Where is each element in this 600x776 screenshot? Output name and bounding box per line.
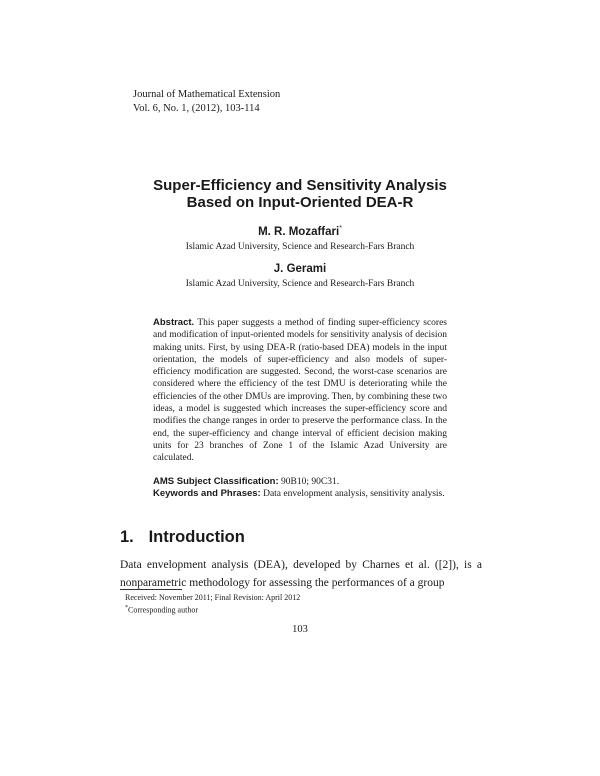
abstract-label: Abstract. xyxy=(153,317,195,328)
section-title: Introduction xyxy=(148,528,245,546)
section-heading xyxy=(120,527,245,547)
page-number: 103 xyxy=(292,624,308,635)
journal-volume: Vol. 6, No. 1, (2012), 103-114 xyxy=(133,103,260,114)
journal-name: Journal of Mathematical Extension xyxy=(133,89,281,100)
author-name-text: M. R. Mozaffari xyxy=(258,225,340,238)
footnote-rule xyxy=(120,589,182,590)
author-affiliation: Islamic Azad University, Science and Research-Fars Branch xyxy=(185,241,415,252)
title-line-2: Based on Input-Oriented DEA-R xyxy=(186,194,414,211)
ams-label: AMS Subject Classification: xyxy=(153,476,279,487)
corresponding-note-mark: * xyxy=(125,605,128,611)
author-name xyxy=(100,222,500,239)
received-note: Received: November 2011; Final Revision: April 2012 xyxy=(125,593,301,602)
author-1 xyxy=(100,222,500,254)
author-name xyxy=(100,259,500,276)
corresponding-mark: * xyxy=(339,225,342,232)
paper-metadata xyxy=(153,476,447,501)
keywords-value: Data envelopment analysis, sensitivity analysis. xyxy=(263,489,445,500)
footnotes xyxy=(125,592,300,616)
corresponding-note xyxy=(125,603,300,616)
title-line-1: Super-Efficiency and Sensitivity Analysis xyxy=(153,177,447,194)
author-name-text: J. Gerami xyxy=(273,262,327,275)
keywords xyxy=(153,488,447,500)
journal-info xyxy=(133,88,280,116)
paper-title xyxy=(100,177,500,211)
intro-paragraph: Data envelopment analysis (DEA), developed by Charnes et al. ([2]), is a nonparametric methodology for assessing the performances of a group xyxy=(120,559,482,589)
author-affiliation: Islamic Azad University, Science and Research-Fars Branch xyxy=(185,278,415,289)
corresponding-note-text: Corresponding author xyxy=(128,605,198,615)
keywords-label: Keywords and Phrases: xyxy=(153,488,261,500)
abstract xyxy=(153,317,447,465)
ams-value: 90B10; 90C31. xyxy=(281,477,340,487)
ams-classification xyxy=(153,476,447,488)
section-number: 1. xyxy=(120,528,134,546)
abstract-text: This paper suggests a method of finding super-efficiency scores and modification of input-oriented models for sensitivity analysis of decision making units. First, by using DEA-R (ratio-based DEA) models in the input orientation, the models of super-efficiency and also models of super-efficiency modification are suggested. Second, the worst-case scenarios are considered where the efficiency of the test DMU is deteriorating while the efficiencies of the other DMUs are improving. Then, by combining these two ideas, a model is suggested which increases the super-efficiency score and modifies the change ranges in order to preserve the performance class. In the end, the super-efficiency and change interval of efficient decision making units for 23 branches of Zone 1 of the Islamic Azad University are calculated. xyxy=(153,318,447,464)
author-2 xyxy=(100,259,500,291)
